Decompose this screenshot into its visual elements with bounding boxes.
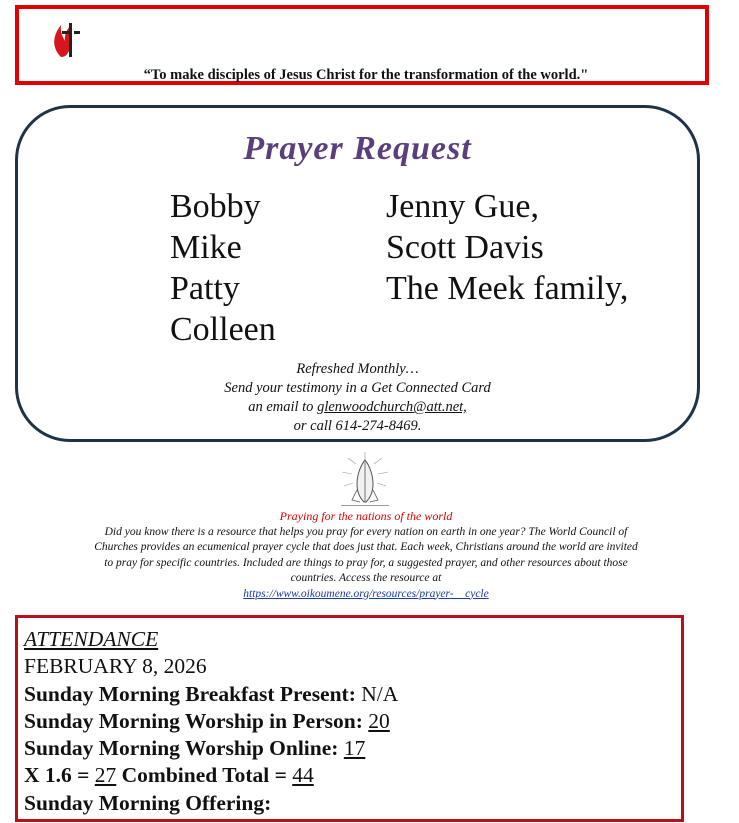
attendance-content [24, 626, 398, 817]
attendance-title: ATTENDANCE [24, 627, 159, 651]
prayer-name: Patty [170, 270, 240, 307]
resource-link[interactable]: https://www.oikoumene.org/resources/prayer- cycle [243, 587, 489, 600]
prayer-name: Mike [170, 229, 242, 266]
cross-and-flame-icon [47, 17, 91, 61]
breakfast-value: N/A [361, 681, 399, 706]
email-line [18, 398, 697, 417]
testimony-note: Send your testimony in a Get Connected Card [224, 380, 491, 396]
prayer-name: Scott Davis [386, 229, 544, 266]
offering-label: Sunday Morning Offering: [24, 790, 272, 815]
nations-prayer-section [22, 509, 710, 602]
worship-person-label: Sunday Morning Worship in Person: [24, 708, 363, 733]
header-banner [15, 5, 709, 85]
prayer-name: Bobby [170, 188, 261, 225]
email-prefix: an email to [248, 399, 314, 415]
prayer-request-card [15, 105, 700, 442]
multiplier-label: X 1.6 = [24, 763, 90, 788]
nations-text-line: Did you know there is a resource that helps you pray for every nation on earth in one year? The World Council of [104, 525, 628, 538]
nations-text-line: countries. Access the resource at [290, 572, 442, 584]
worship-online-value: 17 [343, 736, 366, 761]
combined-label: Combined Total = [121, 763, 287, 788]
prayer-name: Colleen [170, 311, 276, 348]
nations-heading: Praying for the nations of the world [279, 509, 453, 523]
attendance-date: FEBRUARY 8, 2026 [24, 654, 207, 679]
prayer-footer [18, 360, 697, 436]
nations-text-line: to pray for specific countries. Included are things to pray for, a suggested prayer, and other resources about those [104, 556, 628, 569]
combined-row [24, 762, 398, 789]
worship-person-value: 20 [368, 708, 390, 733]
prayer-name: The Meek family, [386, 270, 629, 307]
phone-line: or call 614-274-8469. [293, 418, 422, 434]
refreshed-note: Refreshed Monthly… [296, 361, 419, 377]
attendance-box [15, 615, 684, 822]
divider [341, 505, 389, 506]
worship-online-label: Sunday Morning Worship Online: [24, 736, 339, 761]
worship-person-row [24, 708, 398, 735]
prayer-names-right [386, 186, 628, 309]
mission-statement: “To make disciples of Jesus Christ for the transformation of the world." [143, 67, 589, 83]
multiplier-value: 27 [94, 763, 117, 788]
breakfast-row [24, 681, 398, 708]
worship-online-row [24, 735, 398, 762]
nations-text-line: Churches provides an ecumenical prayer cycle that does just that. Each week, Christians around the world are invited [94, 541, 638, 553]
breakfast-label: Sunday Morning Breakfast Present: [24, 681, 356, 706]
combined-value: 44 [292, 763, 314, 788]
prayer-names-left [170, 186, 276, 350]
email-link[interactable]: glenwoodchurch@att.net, [317, 399, 467, 415]
prayer-name: Jenny Gue, [386, 188, 539, 225]
praying-hands-icon [338, 450, 392, 506]
prayer-request-title: Prayer Request [243, 130, 472, 167]
